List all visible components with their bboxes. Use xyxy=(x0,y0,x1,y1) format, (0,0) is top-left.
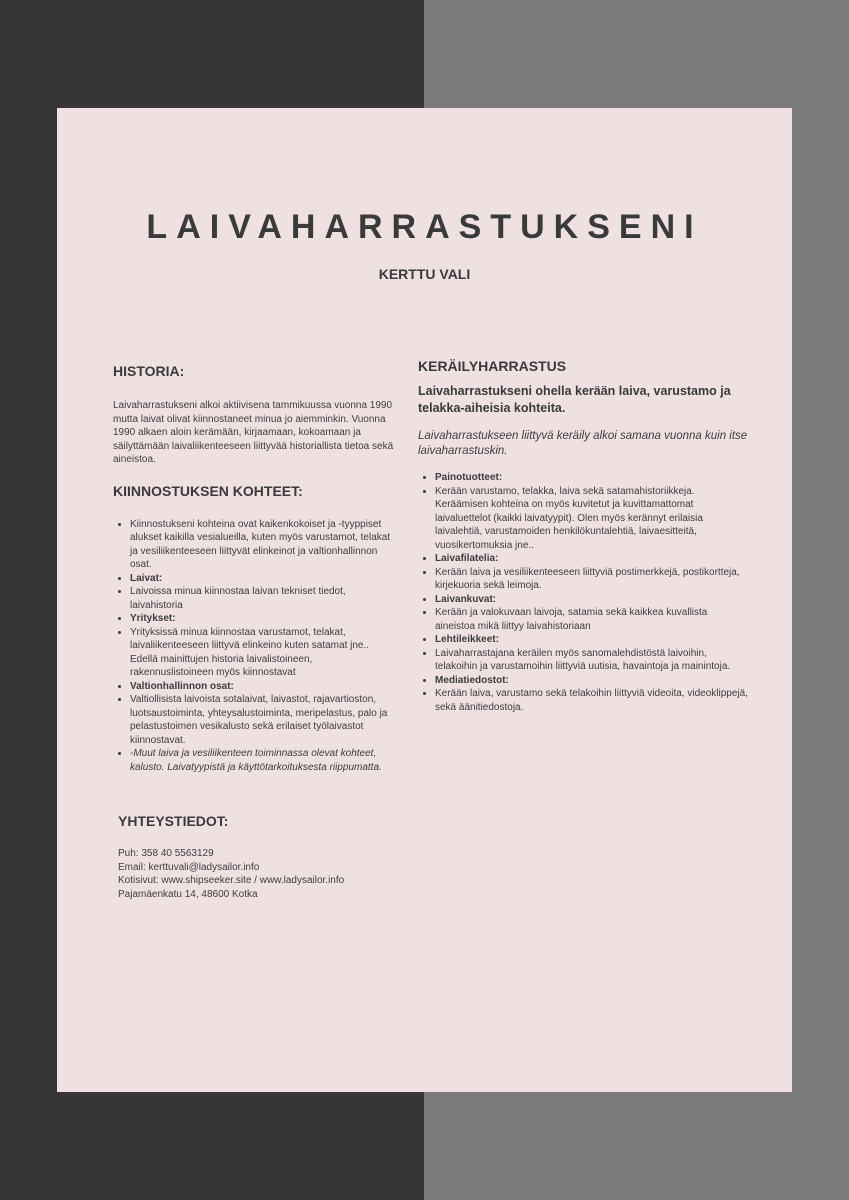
contact-email: Email: kerttuvali@ladysailor.info xyxy=(118,861,260,873)
list-subheading: • Mediatiedostot: xyxy=(435,674,748,688)
left-column xyxy=(113,363,398,774)
list-subheading: • Laivafilatelia: xyxy=(435,552,748,566)
contact-heading: YHTEYSTIEDOT: xyxy=(118,813,229,829)
contact-phone: Puh: 358 40 5563129 xyxy=(118,848,214,859)
list-item: • Kerään laiva ja vesiliikenteeseen liittyviä postimerkkejä, postikortteja, kirjekuoria sekä leimoja. xyxy=(435,566,748,593)
list-subheading: • Valtionhallinnon osat: xyxy=(130,680,398,694)
kiinnostus-heading: KIINNOSTUKSEN KOHTEET: xyxy=(113,482,303,499)
list-item: • Kerään ja valokuvaan laivoja, satamia sekä kaikkea kuvallista aineistoa mikä liittyy laivahistoriaan xyxy=(435,606,748,633)
list-subheading: • Laivankuvat: xyxy=(435,593,748,607)
list-item: • Laivaharrastajana keräilen myös sanomalehdistöstä laivoihin, telakoihin ja varustamoihin liittyviä uutisia, havaintoja ja mainintoja. xyxy=(435,647,748,674)
document-author: KERTTU VALI xyxy=(378,266,471,282)
list-item: • Kerään varustamo, telakka, laiva sekä satamahistoriikkeja. Keräämisen kohteina on myös kuvitetut ja kuvittamattomat laivaluettelot (kaikki laivatyypit). Olen myös kerännyt erilaisia laivalehtiä, varustamoiden henkilökuntalehtiä, laivaesitteitä, vuosikertomuksia jne.. xyxy=(435,485,748,553)
kiinnostus-list xyxy=(113,518,398,775)
keraily-section xyxy=(418,358,748,714)
list-subheading: • Laivat: xyxy=(130,572,398,586)
historia-section xyxy=(113,363,398,467)
kiinnostus-section xyxy=(113,483,398,775)
list-item: • Kiinnostukseni kohteina ovat kaikenkokoiset ja -tyyppiset alukset kaikilla vesialueilla, kuten myös varustamot, telakat ja vesiliikenteeseen liittyvät elinkeinot ja valtionhallinnon osat. xyxy=(130,518,398,572)
list-subheading: • Yritykset: xyxy=(130,612,398,626)
list-subheading: • Lehtileikkeet: xyxy=(435,633,748,647)
list-item: • Laivoissa minua kiinnostaa laivan tekniset tiedot, laivahistoria xyxy=(130,585,398,612)
right-column xyxy=(418,358,748,714)
keraily-heading: KERÄILYHARRASTUS xyxy=(418,358,567,374)
historia-heading: HISTORIA: xyxy=(113,363,185,379)
historia-text: Laivaharrastukseni alkoi aktiivisena tammikuussa vuonna 1990 mutta laivat olivat kiinnostaneet minua jo aiemminkin. Vuonna 1990 alkaen aloin kerämään, kirjaamaan, kokoamaan ja säilyttämään laivaliikenteeseen liittyvää historiallista tietoa sekä aineistoa. xyxy=(113,400,394,465)
list-item: • Yrityksissä minua kiinnostaa varustamot, telakat, laivaliikenteeseen liittyvä elinkeino kuten satamat jne.. Edellä mainittujen historia laivalistoineen, rakennuslistoineen myös kiinnostavat xyxy=(130,626,398,680)
contact-section xyxy=(118,813,438,901)
keraily-intro: Laivaharrastukseen liittyvä keräily alkoi samana vuonna kuin itse laivaharrastuskin. xyxy=(418,430,748,457)
list-subheading: • Painotuotteet: xyxy=(435,471,748,485)
contact-address: Pajamäenkatu 14, 48600 Kotka xyxy=(118,888,258,900)
keraily-lead: Laivaharrastukseni ohella kerään laiva, varustamo ja telakka-aiheisia kohteita. xyxy=(418,384,731,415)
list-item: • Kerään laiva, varustamo sekä telakoihin liittyviä videoita, videoklippejä, sekä äänitiedostoja. xyxy=(435,687,748,714)
contact-websites: Kotisivut: www.shipseeker.site / www.ladysailor.info xyxy=(118,875,345,886)
document-title: LAIVAHARRASTUKSENI xyxy=(146,208,703,246)
list-item: • -Muut laiva ja vesiliikenteen toiminnassa olevat kohteet, kalusto. Laivatyypistä ja käyttötarkoituksesta riippumatta. xyxy=(130,747,398,774)
keraily-list xyxy=(418,471,748,714)
list-item: • Valtiollisista laivoista sotalaivat, laivastot, rajavartioston, luotsaustoiminta, yhteysalustoiminta, meripelastus, palo ja pelastustoimen vesikalusto sekä erilaiset työlaivastot kiinnostavat. xyxy=(130,693,398,747)
document-sheet xyxy=(57,108,792,1092)
